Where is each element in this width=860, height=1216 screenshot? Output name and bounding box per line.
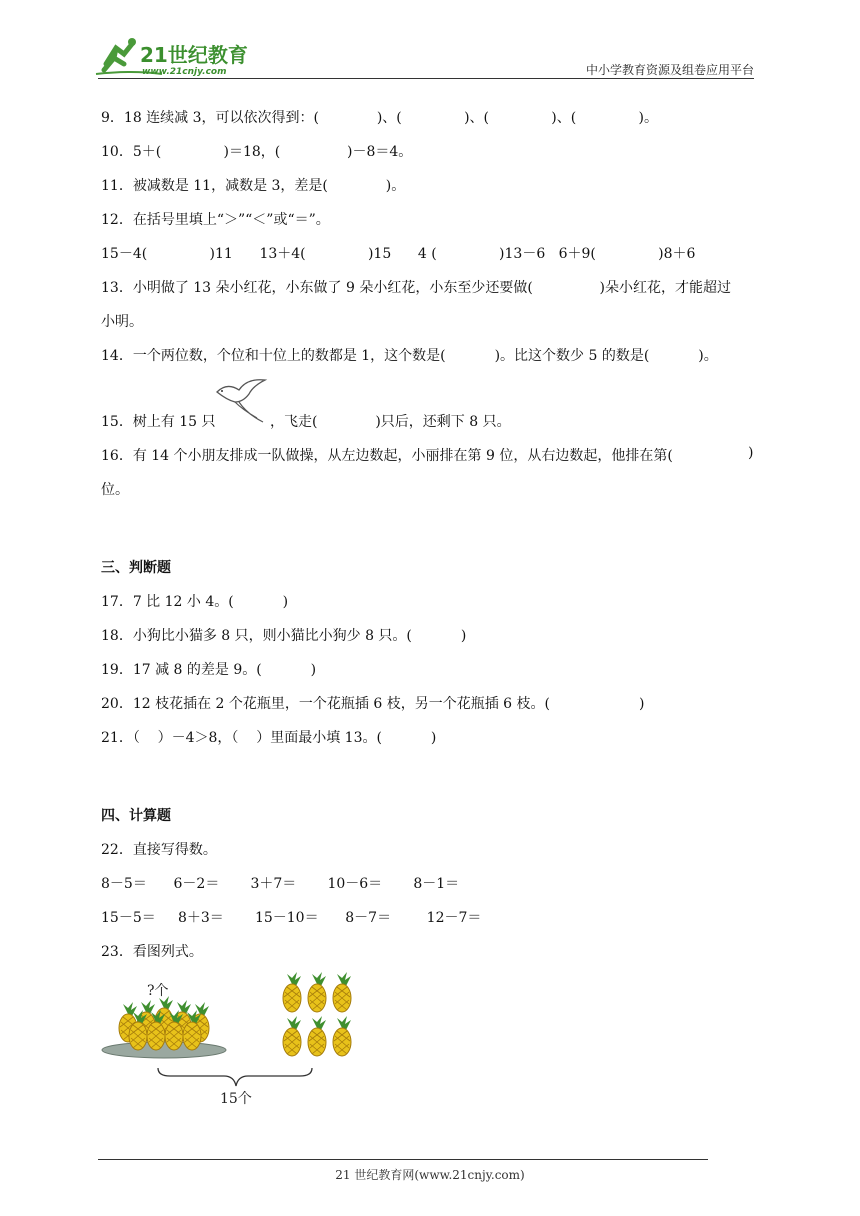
pineapple-group — [283, 972, 301, 1012]
logo-text: 21世纪教育 — [140, 43, 248, 67]
question-9: 9．18 连续减 3，可以依次得到：( )、( )、( )、( )。 — [101, 110, 658, 126]
question-22-row1: 8－5＝ 6－2＝ 3＋7＝ 10－6＝ 8－1＝ — [101, 876, 460, 892]
header-divider — [98, 78, 754, 79]
question-15-end: ，飞走( )只后，还剩下 8 只。 — [270, 414, 511, 430]
question-13-line2: 小明。 — [101, 314, 143, 330]
total-count-label: 15个 — [220, 1091, 252, 1107]
runner-icon — [104, 44, 132, 70]
site-logo — [92, 34, 262, 80]
pineapple-group — [308, 1016, 326, 1056]
question-12-items: 15－4( )11 13＋4( )15 4 ( )13－6 6＋9( )8＋6 — [101, 246, 696, 262]
question-14: 14．一个两位数，个位和十位上的数都是 1，这个数是( )。比这个数少 5 的数是( )。 — [101, 348, 718, 364]
question-20: 20．12 枝花插在 2 个花瓶里，一个花瓶插 6 枝，另一个花瓶插 6 枝。( ) — [101, 696, 645, 712]
section-4-title: 四、计算题 — [101, 808, 171, 824]
bird-icon — [213, 374, 269, 424]
pineapple-group — [333, 1016, 351, 1056]
pineapple-group — [308, 972, 326, 1012]
question-13-line1: 13．小明做了 13 朵小红花，小东做了 9 朵小红花，小东至少还要做( )朵小红花，才能超过 — [101, 280, 732, 296]
section-3-title: 三、判断题 — [101, 560, 171, 576]
question-17: 17．7 比 12 小 4。( ) — [101, 594, 289, 610]
question-23: 23．看图列式。 — [101, 944, 203, 960]
plate — [102, 1042, 226, 1058]
question-16-close-paren: ) — [748, 445, 754, 461]
footer-text: 21 世纪教育网(www.21cnjy.com) — [335, 1168, 525, 1182]
question-15-start: 15．树上有 15 只 — [101, 414, 216, 430]
question-22-row2: 15－5＝ 8＋3＝ 15－10＝ 8－7＝ 12－7＝ — [101, 910, 482, 926]
question-19: 19．17 减 8 的差是 9。( ) — [101, 662, 317, 678]
question-22: 22．直接写得数。 — [101, 842, 217, 858]
pineapple-figure — [100, 966, 365, 1114]
question-11: 11．被减数是 11，减数是 3，差是( )。 — [101, 178, 406, 194]
question-16-line2: 位。 — [101, 482, 129, 498]
question-10: 10．5＋( )＝18，( )－8＝4。 — [101, 144, 413, 160]
question-21: 21．（ ）－4＞8，（ ）里面最小填 13。( ) — [101, 730, 437, 746]
logo-url: www.21cnjy.com — [142, 67, 227, 77]
pineapple-group — [333, 972, 351, 1012]
total-brace — [158, 1068, 312, 1086]
footer-divider — [98, 1159, 708, 1160]
header-platform-name: 中小学教育资源及组卷应用平台 — [585, 63, 754, 77]
unknown-count-label: ?个 — [147, 983, 169, 999]
question-18: 18．小狗比小猫多 8 只，则小猫比小狗少 8 只。( ) — [101, 628, 467, 644]
pineapple-group — [283, 1016, 301, 1056]
question-12: 12．在括号里填上“＞”“＜”或“＝”。 — [101, 212, 330, 228]
question-16-line1: 16．有 14 个小朋友排成一队做操，从左边数起，小丽排在第 9 位，从右边数起，他排在第( — [101, 448, 673, 464]
